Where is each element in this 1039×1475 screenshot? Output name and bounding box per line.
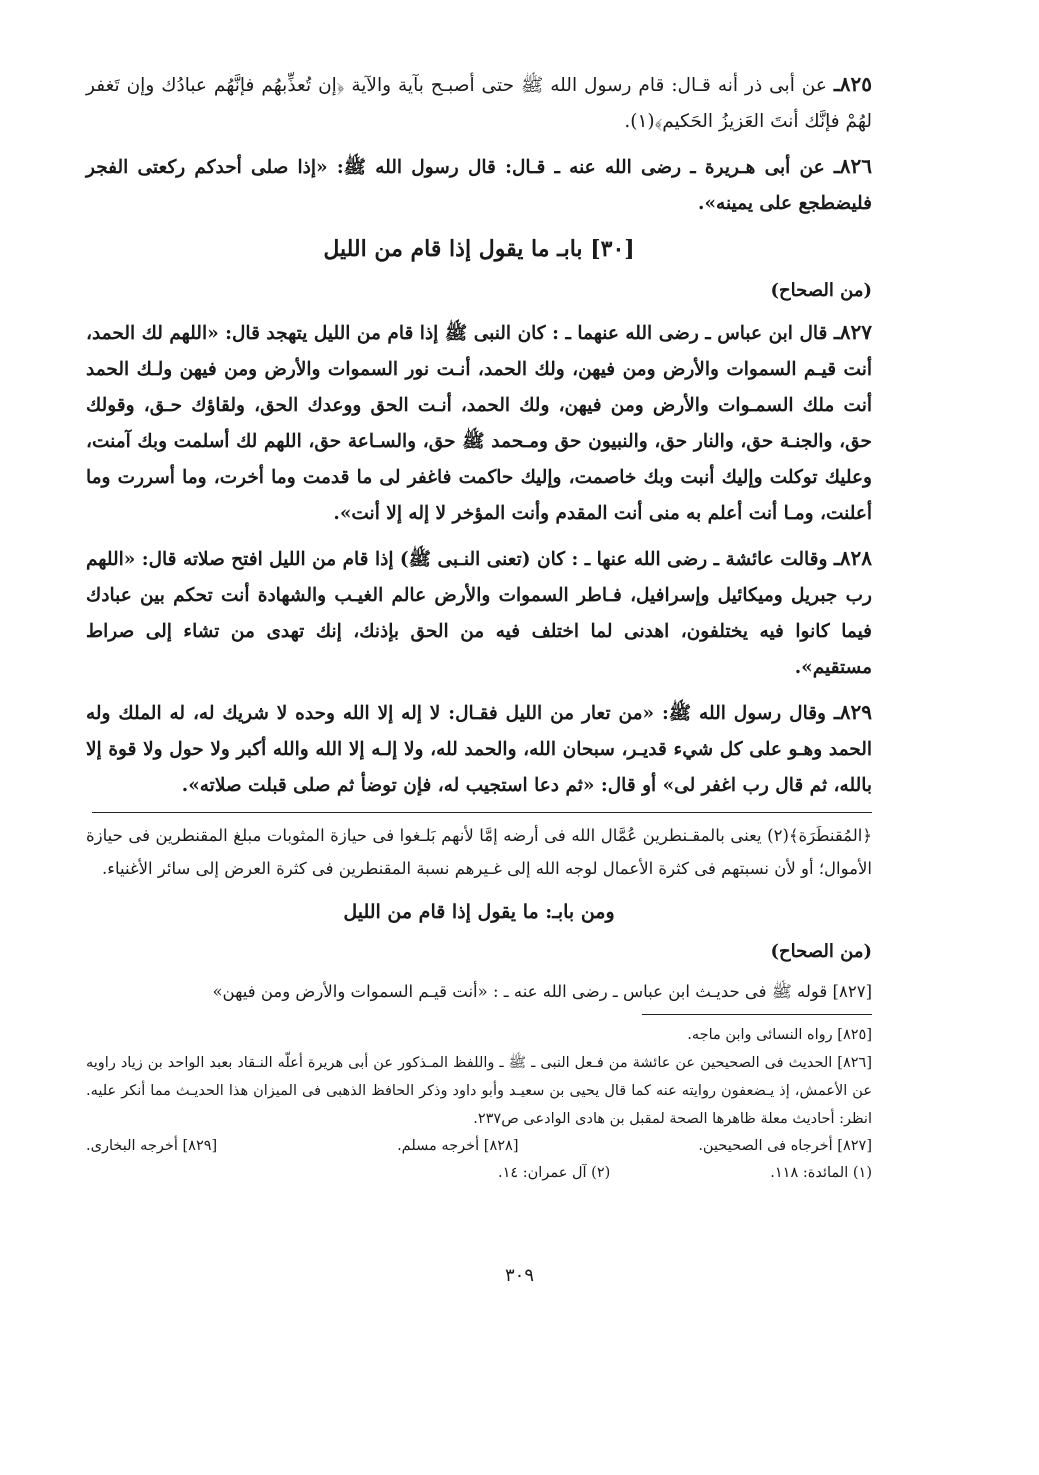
hadith-number: ٨٢٥ـ (833, 72, 872, 96)
footnote-825: [٨٢٥] رواه النسائى وابن ماجه. (687, 1027, 872, 1043)
hadith-number: ٨٢٨ـ (833, 546, 872, 570)
page-number: ٣٠٩ (504, 1265, 534, 1286)
footnote-divider (642, 1014, 872, 1015)
footnote-828: [٨٢٨] أخرجه مسلم. (397, 1138, 519, 1154)
hadith-text: وقالت عائشة ـ رضى الله عنها ـ : كان (تعنى النـبى ﷺ) إذا قام من الليل افتح صلاته قال: «اللهم رب جبريل وميكائيل وإسرافيل، فـاطر السموات والأرض عالم الغيـب والشهادة أنت تحكم بين عبادك فيما كانوا فيه يختلفون، اهدنى لما اختلف فيه من الحق بإذنك، إنك تهدى من تشاء إلى صراط مستقيم». (86, 549, 872, 678)
paragraph-825 (86, 66, 872, 140)
hadith-number: ٨٢٧ـ (833, 320, 872, 344)
footnote-826: [٨٢٦] الحديث فى الصحيحين عن عائشة من فـعل النبى ـ ﷺ ـ واللفظ المـذكور عن أبى هريرة أعلّه النـقاد بعبد الواحد بن زياد راويه عن الأعمش، إذ يـضعفون روايته عنه كما قال يحيى بن سعيـد وأبو داود وذكر الحافظ الذهبى فى الميزان هذا الحديـث مما أنكر عليه. انظر: أحاديث معلة ظاهرها الصحة لمقبل بن هادى الوادعى ص٢٣٧. (86, 1055, 872, 1127)
paragraph-826 (86, 148, 872, 222)
commentary-source-label: (من الصحاح) (770, 941, 872, 962)
hadith-text: عن أبى هـريرة ـ رضى الله عنه ـ قـال: قال رسول الله ﷺ: «إذا صلى أحدكم ركعتى الفجر فليضطجع على يمينه». (86, 157, 872, 214)
quran-refs-row (86, 1160, 872, 1187)
hadith-number: ٨٢٦ـ (833, 154, 872, 178)
paragraph-829 (86, 694, 872, 804)
page-body (86, 66, 872, 1187)
hadith-text: وقال رسول الله ﷺ: «من تعار من الليل فقـال: لا إله إلا الله وحده لا شريك له، له الملك وله الحمد وهـو على كل شيء قديـر، سبحان الله، والحمد لله، ولا إلـه إلا الله والله أكبر ولا حول ولا قوة إلا بالله، ثم قال رب اغفر لى» أو قال: «ثم دعا استجيب له، فإن توضأ ثم صلى قبلت صلاته». (86, 703, 872, 796)
hadith-text: عن أبى ذر أنه قـال: قام رسول الله ﷺ حتى أصبـح بآية والآية ﴿إن تُعذِّبهُم فإنَّهُم عبادُك وإن تَغفر لهُمْ فإنَّك أنتَ العَزيزُ الحَكيم﴾(١). (86, 75, 872, 132)
footnote-refs-row (86, 1133, 872, 1160)
commentary-827: [٨٢٧] قوله ﷺ فى حديـث ابن عباس ـ رضى الله عنه ـ : «أنت قيـم السموات والأرض ومن فيهن» (212, 982, 872, 1001)
hadith-number: ٨٢٩ـ (833, 700, 872, 724)
hadith-text: قال ابن عباس ـ رضى الله عنهما ـ : كان النبى ﷺ إذا قام من الليل يتهجد قال: «اللهم لك الحمد، أنت قيـم السموات والأرض ومن فيهن، ولك الحمد، أنـت نور السموات والأرض ومن فيهن ولـك الحمد أنت ملك السمـوات والأرض ومن فيهن، ولك الحمد، أنـت الحق ووعدك الحق، ولقاؤك حـق، وقولك حق، والجنـة حق، والنار حق، والنبيون حق ومـحمد ﷺ حق، والسـاعة حق، اللهم لك أسلمت وبك آمنت، وعليك توكلت وإليك أنبت وبك خاصمت، وإليك حاكمت فاغفر لى ما قدمت وما أخرت، وما أسررت وما أعلنت، ومـا أنت أعلم به منى أنت المقدم وأنت المؤخر لا إله إلا أنت». (86, 323, 872, 524)
footnote-829: [٨٢٩] أخرجه البخارى. (86, 1138, 218, 1154)
commentary-title: ومن بابـ: ما يقول إذا قام من الليل (343, 901, 615, 923)
quran-ref-2: (٢) آل عمران: ١٤. (497, 1165, 611, 1181)
divider (92, 812, 872, 813)
paragraph-827 (86, 314, 872, 532)
footnote-827: [٨٢٧] أخرجاه فى الصحيحين. (698, 1138, 872, 1154)
source-label: (من الصحاح) (770, 280, 872, 301)
paragraph-828 (86, 540, 872, 686)
section-title: [٣٠] بابـ ما يقول إذا قام من الليل (323, 236, 635, 262)
commentary-muqantara: ﴿المُقنطَرَة﴾(٢) يعنى بالمقـنطرين عُمَّال الله فى أرضه إمَّا لأنهم بَلـغوا فى حيازة المثوبات مبلغ المقنطرين فى حيازة الأموال؛ أو لأن نسبتهم فى كثرة الأعمال لوجه الله إلى غـيرهم نسبة المقنطرين فى كثرة العرض إلى سائر الأغنياء. (86, 826, 872, 878)
quran-ref-1: (١) المائدة: ١١٨. (770, 1165, 872, 1181)
